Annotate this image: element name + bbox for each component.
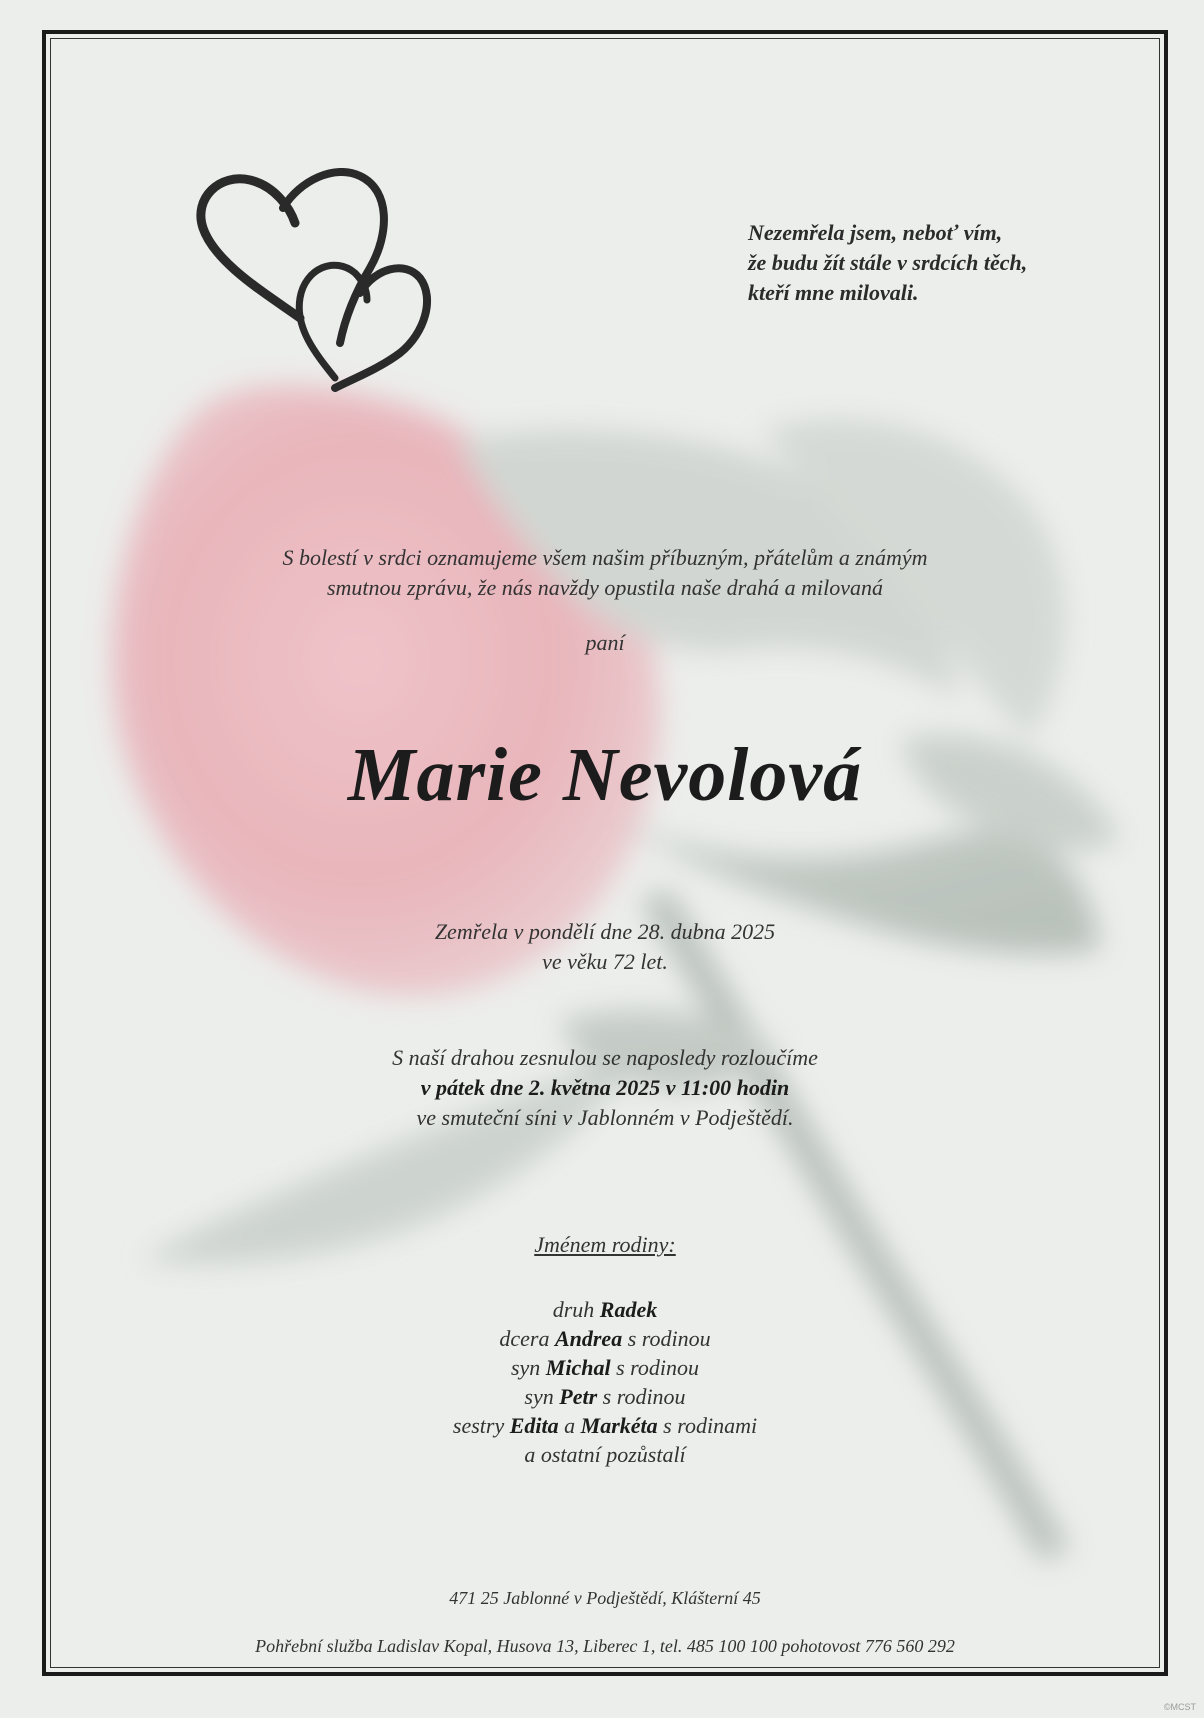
- farewell-info: [50, 1043, 1160, 1133]
- deceased-name: Marie Nevolová: [347, 733, 863, 817]
- farewell-datetime: v pátek dne 2. května 2025 v 11:00 hodin: [420, 1075, 790, 1100]
- motto-quote: [748, 218, 1108, 308]
- family-member: syn Petr s rodinou: [524, 1384, 686, 1409]
- motto-line: že budu žít stále v srdcích těch,: [748, 250, 1028, 275]
- family-member: druh Radek: [552, 1297, 658, 1322]
- death-info: [50, 917, 1160, 977]
- family-list: [50, 1295, 1160, 1469]
- watermark: ©MCST: [1163, 1702, 1196, 1712]
- family-header-text: Jménem rodiny:: [534, 1232, 676, 1257]
- announcement-line: smutnou zprávu, že nás navždy opustila naše drahá a milovaná: [326, 575, 884, 600]
- family-header: [50, 1232, 1160, 1258]
- address-line: 471 25 Jablonné v Podještědí, Klášterní 45: [449, 1588, 761, 1608]
- motto-line: Nezemřela jsem, neboť vím,: [748, 220, 1003, 245]
- two-hearts-icon: [195, 168, 475, 418]
- family-member: syn Michal s rodinou: [510, 1355, 700, 1380]
- announcement-text: [50, 543, 1160, 603]
- farewell-location: ve smuteční síni v Jablonném v Podještědí.: [416, 1105, 794, 1130]
- family-member: a ostatní pozůstalí: [524, 1442, 686, 1467]
- death-date: Zemřela v pondělí dne 28. dubna 2025: [434, 919, 776, 944]
- motto-line: kteří mne milovali.: [748, 280, 919, 305]
- announcement-line: S bolestí v srdci oznamujeme všem našim příbuzným, přátelům a známým: [282, 545, 928, 570]
- family-member: dcera Andrea s rodinou: [499, 1326, 711, 1351]
- title-word: paní: [585, 630, 625, 655]
- family-member: sestry Edita a Markéta s rodinami: [452, 1413, 758, 1438]
- farewell-line: S naší drahou zesnulou se naposledy rozloučíme: [392, 1045, 818, 1070]
- funeral-service-line: Pohřební služba Ladislav Kopal, Husova 13, Liberec 1, tel. 485 100 100 pohotovost 776 560 292: [255, 1636, 955, 1656]
- death-age: ve věku 72 let.: [542, 949, 668, 974]
